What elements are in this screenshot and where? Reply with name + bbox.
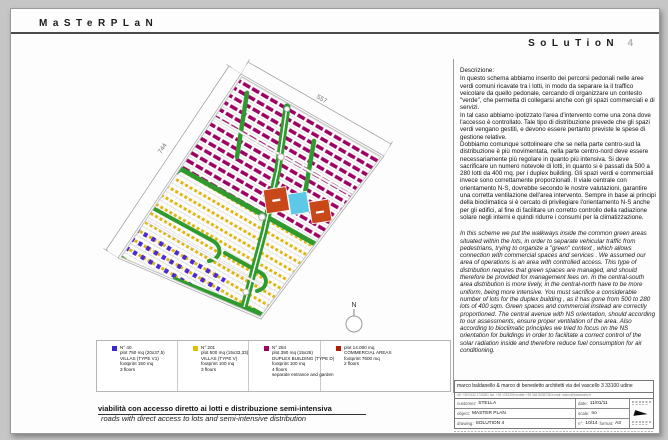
- titleblock-cell: [455, 409, 576, 418]
- legend-item: [249, 341, 335, 391]
- studio-contacts: uff. +39 0432 1740281 fax. +39 1782205 mobile +39 348 8035738 e-mail: marco@baldanello.it: [454, 393, 654, 398]
- legend-line: separate entrance and garden: [272, 372, 334, 378]
- legend-line: 3 floors: [201, 366, 217, 372]
- legend-line: 4 floors: [272, 366, 288, 372]
- field-value: STELLA: [478, 401, 497, 406]
- description-paragraph: Dobbiamo comunque sottolineare che se nella parte centro-sud la distribuzione è più movimentata, nella parte centro-nord deve essere necessariamente più regolare in quanto più intensiva. Si deve sacrificare un numero notevole di lotti, in quanto si è passati da 500 a 280 lotti da 400 mq. per i duplex building. Gli spazi verdi e commerciali invece sono correttamente proporzionati. Il viale centrale con orientamento N-S, dovrebbe secondo le nostre valutazioni, garantire una corretta ventilazione dell'area intervento. Sempre in base ai principi della bioclimatica si è cercato di privilegiare l'orientamento N-S anche per gli edifici, al fine di facilitare un corretto controllo della radiazione solare negli interni e quindi ridurre i consumi per la climatizzazione.: [460, 140, 656, 221]
- legend-line: N° 201: [201, 345, 216, 350]
- legend-line: plot 500 mq (15x33,33): [201, 350, 249, 356]
- field-label: drawing:: [457, 421, 474, 426]
- field-label: scale:: [578, 411, 590, 416]
- plan-legend: [96, 340, 451, 392]
- field-label: date:: [578, 401, 588, 406]
- titleblock-cell: [576, 399, 629, 408]
- titleblock-cell: [455, 419, 576, 428]
- field-value: A3: [615, 421, 621, 426]
- legend-line: footprint 150 mq: [120, 361, 154, 367]
- stamp-arrow-icon: [633, 410, 647, 420]
- titleblock-row: [455, 409, 629, 419]
- field-label: format:: [599, 421, 614, 426]
- legend-line: plot 390 mq (15x26): [272, 350, 313, 356]
- titleblock-row: [455, 399, 629, 409]
- stamp-cell: [629, 399, 653, 428]
- field-label: object:: [457, 411, 470, 416]
- dimension-left-label: 744: [156, 142, 169, 156]
- description-italian: [460, 75, 656, 221]
- titleblock-cell: [576, 409, 629, 418]
- disclaimer-microtext: [454, 431, 654, 433]
- legend-item: [178, 341, 249, 391]
- page-title: MaSTeRPLaN: [39, 18, 159, 29]
- legend-line: footprint 7600 mq: [344, 355, 380, 361]
- description-paragraph: In questo schema abbiamo inserito dei percorsi pedonali nelle aree verdi comuni ricavate tra i lotti, in modo da separare la il traffico veicolare da quello pedonale, cercando di organizzare un contesto "verde", che permetta di collegarsi anche con gli spazi commerciali e di servizi.: [460, 75, 655, 112]
- north-compass-icon: [346, 302, 362, 332]
- legend-color-swatch: [193, 346, 198, 351]
- field-value: 10/14: [585, 421, 598, 426]
- field-value: no: [591, 411, 597, 416]
- solution-title: [528, 38, 633, 49]
- legend-line: plot 14.000 mq: [344, 345, 375, 350]
- legend-line: 3 floors: [120, 366, 136, 372]
- legend-line: DUPLEX BUILDING (TYPE D): [272, 355, 335, 361]
- legend-color-swatch: [264, 346, 269, 351]
- dimension-top-label: 557: [315, 93, 328, 106]
- studio-name: marco baldanello & marco di benedetto architetti via del vascello 3 33100 udine: [454, 380, 654, 393]
- legend-line: VILLAS (TYPE V): [201, 355, 238, 361]
- titleblock-cell: [455, 399, 576, 408]
- description-english: In this scheme we put the walkways inside the common green areas situated within the lots, in order to separate vehicular traffic from pedestrians, trying to organize a "green" context , which allows connection with commercial spaces and services . We assumed our area of operations is an area with controlled access. This type of distribution requires that green spaces are managed, and should therefore be provided for management fees on. In the central-south area distribution is more lively, in the central-north have to be more uniform, being more intensive. You must sacrifice a considerable number of lots for the duplex building , as it has gone from 500 to 280 lots of 400 sqm. Green spaces and commercial instead are correctly proportioned. The central avenue with NS orientation, should according to our assessments, ensure proper ventilation of the area. Also according to bioclimatic principles we tried to focus on the NS orientation for buildings in order to facilitate a correct control of the solar radiation inside and therefore reduce fuel consumption for air conditioning.: [460, 230, 656, 354]
- legend-line: VILLAS (TYPE V1): [120, 355, 159, 361]
- solution-number: 4: [627, 38, 633, 49]
- description-paragraph: In tal caso abbiamo ipotizzato l'area d'intervento come una zona dove l'accesso è controllato. Tale tipo di distribuzione prevede che gli spazi verdi vengano gestiti, e devono essere pertanto previste le spese di gestione relative.: [460, 111, 651, 141]
- legend-line: footprint 100 mq: [201, 361, 235, 367]
- header-rule: [11, 32, 659, 34]
- legend-line: 2 floors: [344, 361, 360, 367]
- legend-item: [321, 341, 450, 391]
- legend-line: footprint 100 mq: [272, 361, 306, 367]
- field-label: customer:: [457, 401, 477, 406]
- caption-english: roads with direct access to lots and semi-intensive distribution: [101, 414, 307, 423]
- title-block: [454, 380, 654, 432]
- solution-word: SoLuTioN: [528, 38, 620, 49]
- field-label: n°:: [578, 421, 584, 426]
- drawing-sheet: [10, 8, 660, 434]
- field-value: SOLUTION 4: [475, 421, 505, 426]
- titleblock-cell: [576, 419, 629, 428]
- legend-color-swatch: [112, 346, 117, 351]
- description-heading: Descrizione:: [460, 67, 495, 74]
- legend-line: N° 284: [272, 345, 287, 350]
- description-column: [460, 67, 656, 354]
- legend-line: COMMERCIAL AREAS: [344, 350, 392, 356]
- legend-line: plot 750 mq (20x37,5): [120, 350, 165, 356]
- legend-item: [97, 341, 178, 391]
- field-value: MASTER PLAN: [471, 411, 506, 416]
- titleblock-row: [455, 419, 629, 428]
- water-plaza: [288, 191, 310, 215]
- caption-italian: viabilità con accesso diretto ai lotti e distribuzione semi-intensiva: [98, 404, 366, 415]
- field-value: 11/01/11: [589, 401, 608, 406]
- legend-line: N° 40: [120, 345, 132, 350]
- legend-color-swatch: [336, 346, 341, 351]
- compass-label: N: [351, 302, 357, 309]
